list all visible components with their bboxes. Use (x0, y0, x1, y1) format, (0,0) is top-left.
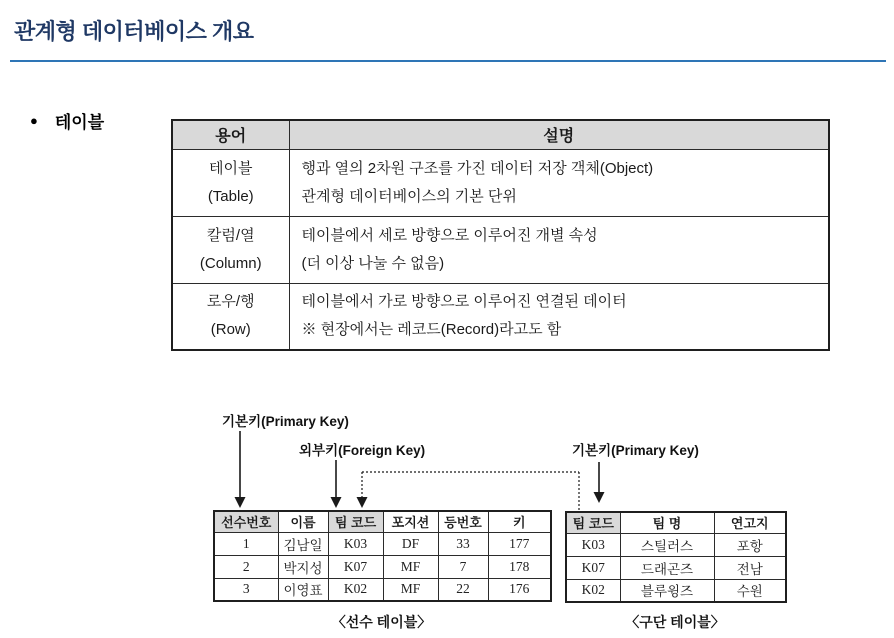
arrow-down-icon (594, 462, 605, 503)
description-cell (289, 283, 829, 350)
description-line: 테이블에서 세로 방향으로 이루어진 개별 속성 (301, 226, 598, 244)
cell: K07 (328, 555, 383, 578)
bullet-label: 테이블 (54, 113, 105, 132)
term-cell (172, 149, 289, 216)
table-row (172, 149, 829, 216)
table-row (214, 555, 551, 578)
cell: 블루윙즈 (620, 579, 714, 602)
cell: K02 (566, 579, 620, 602)
term-cell (172, 283, 289, 350)
cell: 1 (214, 532, 278, 555)
arrow-down-icon (331, 460, 342, 508)
table-row (566, 556, 786, 579)
cell: 7 (438, 555, 488, 578)
cell: 포항 (714, 533, 786, 556)
cell: 177 (488, 532, 551, 555)
dotted-relationship-connector (357, 472, 580, 511)
cell: 이영표 (278, 578, 328, 601)
player-table (213, 510, 552, 602)
cell: DF (383, 532, 438, 555)
description-line: 행과 열의 2차원 구조를 가진 데이터 저장 객체(Object) (301, 159, 654, 177)
cell: 22 (438, 578, 488, 601)
primary-key-label-left: 기본키(Primary Key) (222, 414, 349, 429)
description-line: (더 이상 나눌 수 없음) (301, 254, 445, 272)
cell: K07 (566, 556, 620, 579)
description-line: 관계형 데이터베이스의 기본 단위 (301, 187, 517, 205)
column-header-home-city: 연고지 (714, 512, 786, 533)
column-header-position: 포지션 (383, 511, 438, 532)
player-table-header-row (214, 511, 551, 532)
table-row (214, 578, 551, 601)
club-table-header-row (566, 512, 786, 533)
description-cell (289, 216, 829, 283)
cell: 2 (214, 555, 278, 578)
column-header-team-code: 팀 코드 (328, 511, 383, 532)
column-header-jersey-no: 등번호 (438, 511, 488, 532)
cell: K03 (328, 532, 383, 555)
cell: 김남일 (278, 532, 328, 555)
term-english: (Row) (210, 321, 251, 339)
club-table (565, 511, 787, 603)
terms-header-desc: 설명 (289, 120, 829, 149)
term-english: (Column) (199, 254, 262, 272)
cell: K03 (566, 533, 620, 556)
column-header-team-code: 팀 코드 (566, 512, 620, 533)
terms-table (171, 119, 830, 351)
cell: 드래곤즈 (620, 556, 714, 579)
cell: 178 (488, 555, 551, 578)
page-title: 관계형 데이터베이스 개요 (14, 19, 254, 44)
arrow-down-icon (357, 497, 368, 508)
cell: 수원 (714, 579, 786, 602)
cell: 176 (488, 578, 551, 601)
primary-key-label-right: 기본키(Primary Key) (572, 443, 699, 458)
term-english: (Table) (207, 187, 254, 205)
diagram-arrows-layer (0, 400, 894, 520)
description-cell (289, 149, 829, 216)
table-row (566, 579, 786, 602)
cell: 33 (438, 532, 488, 555)
column-header-player-no: 선수번호 (214, 511, 278, 532)
cell: 스틸러스 (620, 533, 714, 556)
player-table-caption: 〈선수 테이블〉 (331, 614, 432, 630)
term-text: 로우/행 (206, 293, 255, 311)
terms-header-term: 용어 (172, 120, 289, 149)
terms-header-row (172, 120, 829, 149)
term-text: 칼럼/열 (206, 226, 255, 244)
description-line: 테이블에서 가로 방향으로 이루어진 연결된 데이터 (301, 293, 627, 311)
column-header-team-name: 팀 명 (620, 512, 714, 533)
club-table-caption: 〈구단 테이블〉 (625, 614, 725, 630)
bullet-item-table (30, 108, 104, 133)
table-row (214, 532, 551, 555)
cell: 박지성 (278, 555, 328, 578)
column-header-name: 이름 (278, 511, 328, 532)
cell: MF (383, 555, 438, 578)
term-cell (172, 216, 289, 283)
cell: 3 (214, 578, 278, 601)
title-divider (10, 60, 886, 62)
bullet-icon: ● (30, 113, 38, 128)
term-text: 테이블 (209, 159, 253, 177)
table-row (172, 283, 829, 350)
table-row (566, 533, 786, 556)
cell: 전남 (714, 556, 786, 579)
cell: MF (383, 578, 438, 601)
description-line: ※ 현장에서는 레코드(Record)라고도 함 (301, 321, 562, 339)
column-header-height: 키 (488, 511, 551, 532)
foreign-key-label: 외부키(Foreign Key) (299, 443, 426, 458)
table-row (172, 216, 829, 283)
cell: K02 (328, 578, 383, 601)
arrow-down-icon (235, 431, 246, 508)
